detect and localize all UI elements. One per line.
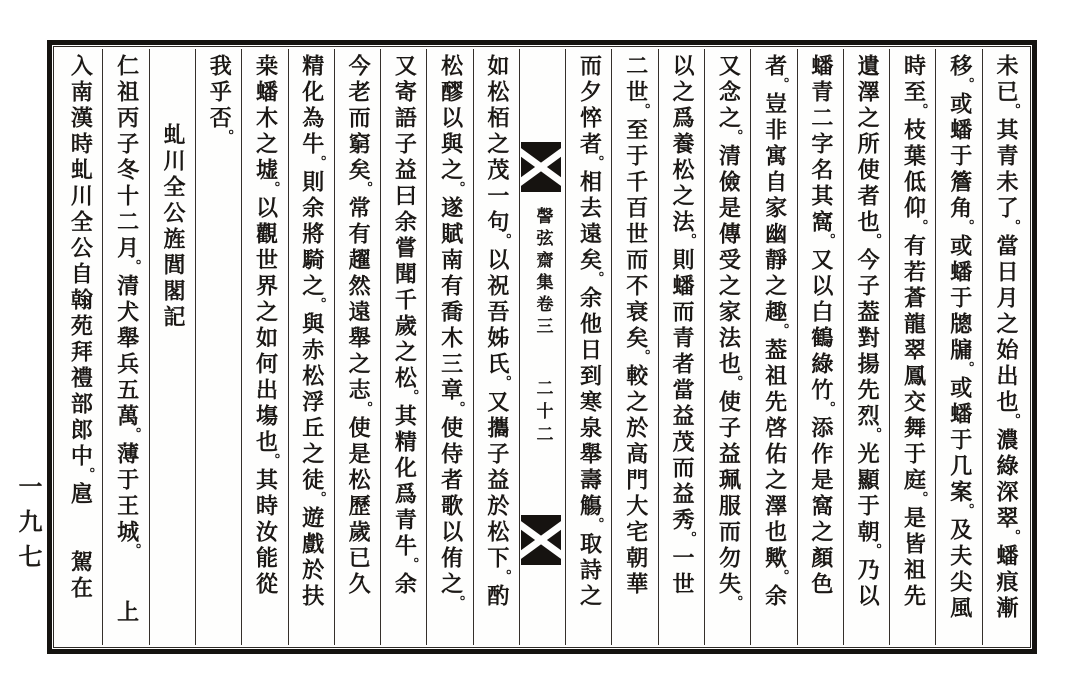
- text-column: 遺澤之所使者也。今子葢對揚先烈。光顯于朝。乃以: [843, 49, 889, 645]
- text-column: 蟠青二字名其窩。又以白鶴綠竹。添作是窩之顏色: [797, 49, 843, 645]
- text-column: 未已。其青未了。當日月之始出也。濃綠深翠。蟠痕漸: [982, 49, 1028, 645]
- text-column: 而夕悴者。相去遠矣。余他日到寒泉舉壽觴。取詩之: [565, 49, 611, 645]
- text-column: 又寄語子益曰余嘗聞千歲之松。其精化爲青牛。余: [380, 49, 426, 645]
- text-column: 精化為牛。則余將騎之。與赤松浮丘之徒。遊戲於扶: [288, 49, 334, 645]
- text-column: 如松栢之茂一句。以祝吾姊氏。又攜子益於松下。酌: [473, 49, 519, 645]
- text-column: 我乎否。: [195, 49, 241, 645]
- banxin-center-column: [519, 49, 565, 645]
- fishtail-ornament-icon: [523, 142, 563, 192]
- text-column: 桒蟠木之墟。以觀世界之如何出塲也。其時汝能從: [241, 49, 287, 645]
- inner-border-rule: [53, 46, 1031, 648]
- text-column: 者。豈非寓自家幽靜之趣。葢祖先啓佑之澤也歟。余: [750, 49, 796, 645]
- fishtail-ornament-icon: [523, 515, 563, 565]
- text-column: 仁祖丙子冬十二月。清犬舉兵五萬。薄于王城。上: [102, 49, 148, 645]
- page-border-frame: [47, 40, 1037, 654]
- text-block: [56, 49, 1028, 645]
- text-column: 松醪以與之。遂賦南有喬木三章。使侍者歌以侑之。: [426, 49, 472, 645]
- text-column: 移。或蟠于簷角。或蟠于牕牖。或蟠于几案。及夫尖風: [935, 49, 981, 645]
- text-column: 入南漢時虬川全公自翰苑拜禮部郎中。扈駕在: [67, 54, 96, 602]
- text-column: 以之爲養松之法。則蟠而青者當益茂而益秀。一世: [658, 49, 704, 645]
- text-column: 今老而窮矣。常有趯然遠舉之志。使是松歷歲已久: [334, 49, 380, 645]
- section-title-column: 虬川全公旌閭閣記: [149, 49, 195, 645]
- leaf-number: 二十二: [532, 379, 553, 448]
- text-column: 二世。至于千百世而不衰矣。較之於高門大宅朝華: [611, 49, 657, 645]
- folio-page-number: 一九七: [14, 474, 43, 579]
- text-column: 時至。枝葉低仰。有若蒼龍翠鳳交舞于庭。是皆祖先: [889, 49, 935, 645]
- text-column: 又念之。清儉是傳受之家法也。使子益珮服而勿失。: [704, 49, 750, 645]
- book-volume-title: 謦弦齋集卷三: [532, 207, 553, 339]
